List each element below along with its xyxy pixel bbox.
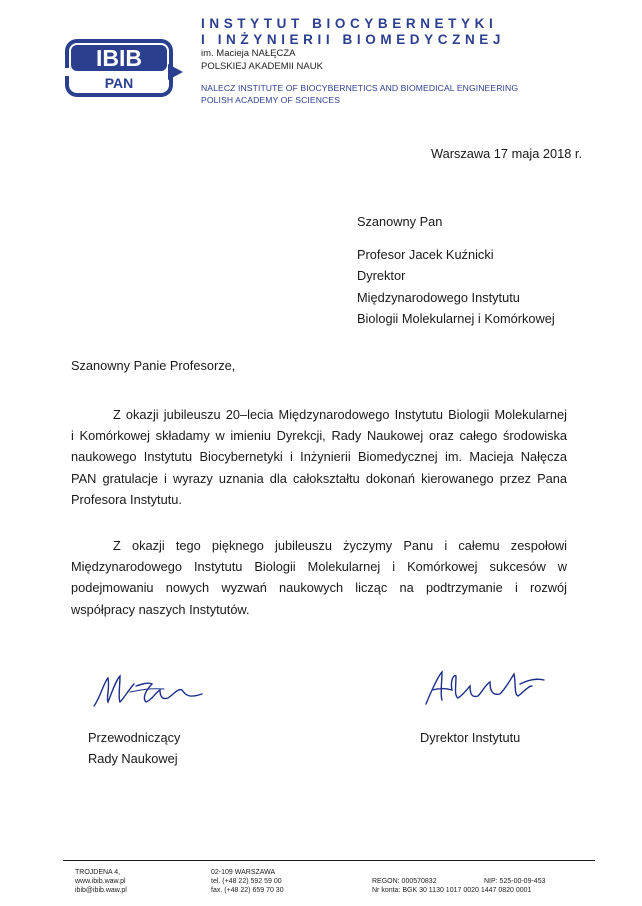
paragraph-1-line: Z okazji jubileuszu 20–lecia Międzynarodowego Instytutu Biologii Molekularnej: [113, 407, 567, 422]
footer-divider: [63, 860, 595, 861]
logo-arrow-gap: [62, 68, 70, 76]
left-signature-image: [90, 668, 210, 718]
footer-address: [75, 868, 127, 895]
paragraph-1-line: PAN gratulacje i wyrazy uznania dla całokształtu dokonań kierowanego przez Pana: [71, 470, 567, 486]
institute-academy: POLSKIEJ AKADEMII NAUK: [201, 61, 323, 72]
footer-nip: NIP: 525-00-09-453: [484, 878, 546, 885]
institute-name-line1: INSTYTUT BIOCYBERNETYKI: [201, 16, 498, 31]
right-signatory-title: Dyrektor Instytutu: [420, 730, 521, 745]
letter-greeting: Szanowny Panie Profesorze,: [71, 358, 236, 373]
footer-website: www.ibib.waw.pl: [75, 878, 126, 885]
footer-email: ibib@ibib.waw.pl: [75, 887, 127, 894]
paragraph-2-line: podejmowaniu nowych wyzwań naukowych licząc na podtrzymanie i rozwój: [71, 580, 567, 596]
footer-street: TROJDENA 4,: [75, 869, 121, 876]
footer-regon: REGON: 000570832: [372, 878, 437, 885]
paragraph-2-line: Międzynarodowego Instytutu Biologii Molekularnej i Komórkowej sukcesów w: [71, 559, 567, 575]
recipient-org-line1: Międzynarodowego Instytutu: [357, 289, 520, 305]
recipient-role: Dyrektor: [357, 268, 406, 284]
recipient-salutation: Szanowny Pan: [357, 214, 443, 229]
institute-name-line2: I INŻYNIERII BIOMEDYCZNEJ: [201, 32, 506, 47]
footer-city: 02-109 WARSZAWA: [211, 869, 276, 876]
recipient-name: Profesor Jacek Kuźnicki: [357, 247, 494, 263]
left-signatory-title: [88, 727, 180, 769]
footer-phone: tel. (+48 22) 592 59 00: [211, 878, 282, 885]
recipient-org-line2: Biologii Molekularnej i Komórkowej: [357, 310, 555, 326]
logo-pan-text: PAN: [104, 75, 134, 91]
paragraph-2-line: Z okazji tego pięknego jubileuszu życzymy Panu i całemu zespołowi: [113, 538, 567, 553]
footer-contact: [211, 868, 284, 895]
letter-date: Warszawa 17 maja 2018 r.: [431, 146, 583, 161]
paragraph-2: [71, 535, 567, 620]
right-signature-image: [420, 664, 550, 714]
logo-arrow-right: [168, 64, 183, 80]
paragraph-1-line: naukowego Instytutu Biocybernetyki i Inżynierii Biomedycznej im. Macieja Nałęcza: [71, 449, 567, 465]
paragraph-1: [71, 404, 567, 510]
logo-ibib-text: IBIB: [96, 45, 142, 71]
recipient-block: [357, 211, 555, 329]
paragraph-1-line: i Komórkowej składamy w imieniu Dyrekcji, Rady Naukowej oraz całego środowiska: [71, 428, 567, 444]
institute-name-en-line2: POLISH ACADEMY OF SCIENCES: [201, 95, 341, 105]
paragraph-2-line: współpracy naszych Instytutów.: [71, 601, 250, 617]
left-signatory-title-line2: Rady Naukowej: [88, 751, 178, 767]
institute-patron: im. Macieja NAŁĘCZA: [201, 48, 296, 59]
footer-bank-account: Nr konta: BGK 30 1130 1017 0020 1447 0820 0001: [372, 887, 532, 894]
paragraph-1-line: Profesora Instytutu.: [71, 491, 182, 507]
institute-logo: [62, 38, 184, 98]
footer-fax: fax. (+48 22) 659 70 30: [211, 887, 284, 894]
left-signatory-title-line1: Przewodniczący: [88, 730, 181, 745]
institute-name-en-line1: NALECZ INSTITUTE OF BIOCYBERNETICS AND BIOMEDICAL ENGINEERING: [201, 83, 519, 93]
